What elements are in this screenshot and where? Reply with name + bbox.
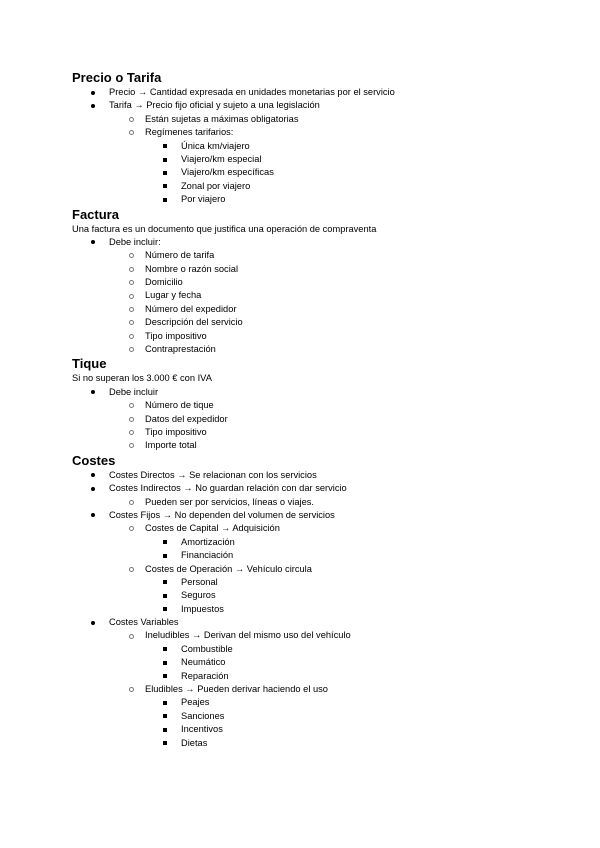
- list-item: [72, 469, 552, 482]
- bullet-square-icon: [159, 696, 171, 709]
- list-item-text: Financiación: [181, 550, 234, 561]
- bullet-circle-icon: [125, 413, 137, 426]
- bullet-circle-icon: [125, 249, 137, 262]
- bullet-square-icon: [159, 140, 171, 153]
- list-item-text: Zonal por viajero: [181, 180, 251, 191]
- list-item-text: Incentivos: [181, 724, 223, 735]
- list-item-text: Costes Fijos → No dependen del volumen de servicios: [109, 509, 335, 520]
- list-item-text: Contraprestación: [145, 344, 216, 355]
- list-item: [72, 723, 552, 736]
- bullet-square-icon: [159, 536, 171, 549]
- list-item-text: Pueden ser por servicios, líneas o viajes.: [145, 496, 314, 507]
- bullet-circle-icon: [125, 343, 137, 356]
- bullet-circle-icon: [125, 276, 137, 289]
- bullet-circle-icon: [125, 522, 137, 535]
- bullet-square-icon: [159, 656, 171, 669]
- bullet-square-icon: [159, 670, 171, 683]
- list-item: [72, 166, 552, 179]
- list-item: [72, 522, 552, 535]
- bullet-disc-icon: [87, 386, 99, 399]
- list-item-text: Datos del expedidor: [145, 413, 228, 424]
- list-item-text: Precio → Cantidad expresada en unidades monetarias por el servicio: [109, 87, 395, 97]
- list-item-text: Amortización: [181, 536, 235, 547]
- bullet-circle-icon: [125, 316, 137, 329]
- list-item: [72, 737, 552, 750]
- list-item-text: Número del expedidor: [145, 303, 237, 314]
- list-item: [72, 589, 552, 602]
- list-item-text: Lugar y fecha: [145, 290, 202, 301]
- list-item-text: Ineludibles → Derivan del mismo uso del vehículo: [145, 630, 351, 641]
- bullet-circle-icon: [125, 683, 137, 696]
- bullet-square-icon: [159, 723, 171, 736]
- list-item: [72, 710, 552, 723]
- list-item-text: Seguros: [181, 590, 216, 601]
- list-item: [72, 426, 552, 439]
- bullet-disc-icon: [87, 86, 99, 99]
- bullet-circle-icon: [125, 263, 137, 276]
- bullet-circle-icon: [125, 399, 137, 412]
- document-body: [72, 70, 552, 750]
- list-item: [72, 399, 552, 412]
- list-item: [72, 193, 552, 206]
- list-item: [72, 99, 552, 112]
- bullet-square-icon: [159, 643, 171, 656]
- bullet-disc-icon: [87, 469, 99, 482]
- section-intro: Una factura es un documento que justifica una operación de compraventa: [72, 223, 377, 234]
- section-heading: Factura: [72, 206, 119, 222]
- bullet-disc-icon: [87, 509, 99, 522]
- list-item: [72, 249, 552, 262]
- list-item-text: Neumático: [181, 657, 226, 668]
- list-item: [72, 303, 552, 316]
- bullet-circle-icon: [125, 289, 137, 302]
- list-item: [72, 343, 552, 356]
- list-item: [72, 113, 552, 126]
- list-item-text: Número de tarifa: [145, 250, 215, 261]
- bullet-circle-icon: [125, 330, 137, 343]
- list-item-text: Nombre o razón social: [145, 263, 239, 274]
- list-item: [72, 180, 552, 193]
- list-item: [72, 386, 552, 399]
- list-item-text: Única km/viajero: [181, 140, 250, 151]
- list-item-text: Costes Directos → Se relacionan con los servicios: [109, 469, 317, 480]
- list-item: [72, 289, 552, 302]
- bullet-square-icon: [159, 153, 171, 166]
- list-item: [72, 263, 552, 276]
- list-item-text: Personal: [181, 576, 218, 587]
- list-item-text: Importe total: [145, 440, 197, 451]
- bullet-circle-icon: [125, 426, 137, 439]
- list-item-text: Viajero/km especial: [181, 153, 262, 164]
- list-item: [72, 643, 552, 656]
- bullet-disc-icon: [87, 482, 99, 495]
- list-item-text: Debe incluir:: [109, 236, 161, 247]
- bullet-disc-icon: [87, 99, 99, 112]
- list-item: [72, 509, 552, 522]
- bullet-square-icon: [159, 549, 171, 562]
- list-item: [72, 153, 552, 166]
- list-item-text: Número de tique: [145, 400, 214, 411]
- bullet-circle-icon: [125, 113, 137, 126]
- section-heading: Costes: [72, 452, 116, 468]
- bullet-circle-icon: [125, 629, 137, 642]
- list-item: [72, 563, 552, 576]
- list-item-text: Costes de Capital → Adquisición: [145, 523, 280, 534]
- list-item-text: Eludibles → Pueden derivar haciendo el uso: [145, 684, 328, 695]
- bullet-circle-icon: [125, 439, 137, 452]
- list-item: [72, 629, 552, 642]
- list-item: [72, 86, 552, 99]
- list-item: [72, 330, 552, 343]
- list-item: [72, 603, 552, 616]
- section-heading: Tique: [72, 356, 107, 372]
- list-item: [72, 696, 552, 709]
- list-item: [72, 683, 552, 696]
- list-item-text: Debe incluir: [109, 386, 159, 397]
- list-item: [72, 670, 552, 683]
- list-item-text: Están sujetas a máximas obligatorias: [145, 113, 299, 124]
- list-item: [72, 656, 552, 669]
- bullet-square-icon: [159, 603, 171, 616]
- list-item-text: Viajero/km específicas: [181, 167, 274, 178]
- list-item-text: Tipo impositivo: [145, 330, 207, 341]
- bullet-square-icon: [159, 589, 171, 602]
- list-item-text: Combustible: [181, 643, 233, 654]
- bullet-square-icon: [159, 737, 171, 750]
- list-item: [72, 549, 552, 562]
- list-item-text: Costes de Operación → Vehículo circula: [145, 563, 312, 574]
- bullet-circle-icon: [125, 496, 137, 509]
- list-item: [72, 140, 552, 153]
- list-item: [72, 616, 552, 629]
- bullet-disc-icon: [87, 236, 99, 249]
- list-item: [72, 576, 552, 589]
- list-item: [72, 536, 552, 549]
- list-item: [72, 316, 552, 329]
- list-item-text: Reparación: [181, 670, 229, 681]
- bullet-disc-icon: [87, 616, 99, 629]
- bullet-square-icon: [159, 180, 171, 193]
- list-item-text: Peajes: [181, 697, 210, 708]
- list-item-text: Tarifa → Precio fijo oficial y sujeto a una legislación: [109, 100, 320, 111]
- list-item-text: Costes Variables: [109, 617, 179, 628]
- list-item-text: Impuestos: [181, 603, 224, 614]
- list-item-text: Tipo impositivo: [145, 426, 207, 437]
- list-item: [72, 439, 552, 452]
- bullet-square-icon: [159, 193, 171, 206]
- bullet-square-icon: [159, 710, 171, 723]
- list-item: [72, 276, 552, 289]
- list-item: [72, 126, 552, 139]
- list-item-text: Descripción del servicio: [145, 317, 243, 328]
- list-item-text: Regímenes tarifarios:: [145, 127, 234, 138]
- list-item: [72, 482, 552, 495]
- list-item-text: Dietas: [181, 737, 208, 748]
- list-item-text: Por viajero: [181, 194, 226, 205]
- list-item-text: Domicilio: [145, 277, 183, 288]
- list-item: [72, 413, 552, 426]
- bullet-square-icon: [159, 576, 171, 589]
- bullet-circle-icon: [125, 126, 137, 139]
- list-item: [72, 236, 552, 249]
- list-item: [72, 496, 552, 509]
- list-item-text: Sanciones: [181, 710, 225, 721]
- bullet-square-icon: [159, 166, 171, 179]
- bullet-circle-icon: [125, 563, 137, 576]
- section-intro: Si no superan los 3.000 € con IVA: [72, 373, 212, 384]
- list-item-text: Costes Indirectos → No guardan relación con dar servicio: [109, 483, 347, 494]
- bullet-circle-icon: [125, 303, 137, 316]
- section-heading: Precio o Tarifa: [72, 70, 162, 85]
